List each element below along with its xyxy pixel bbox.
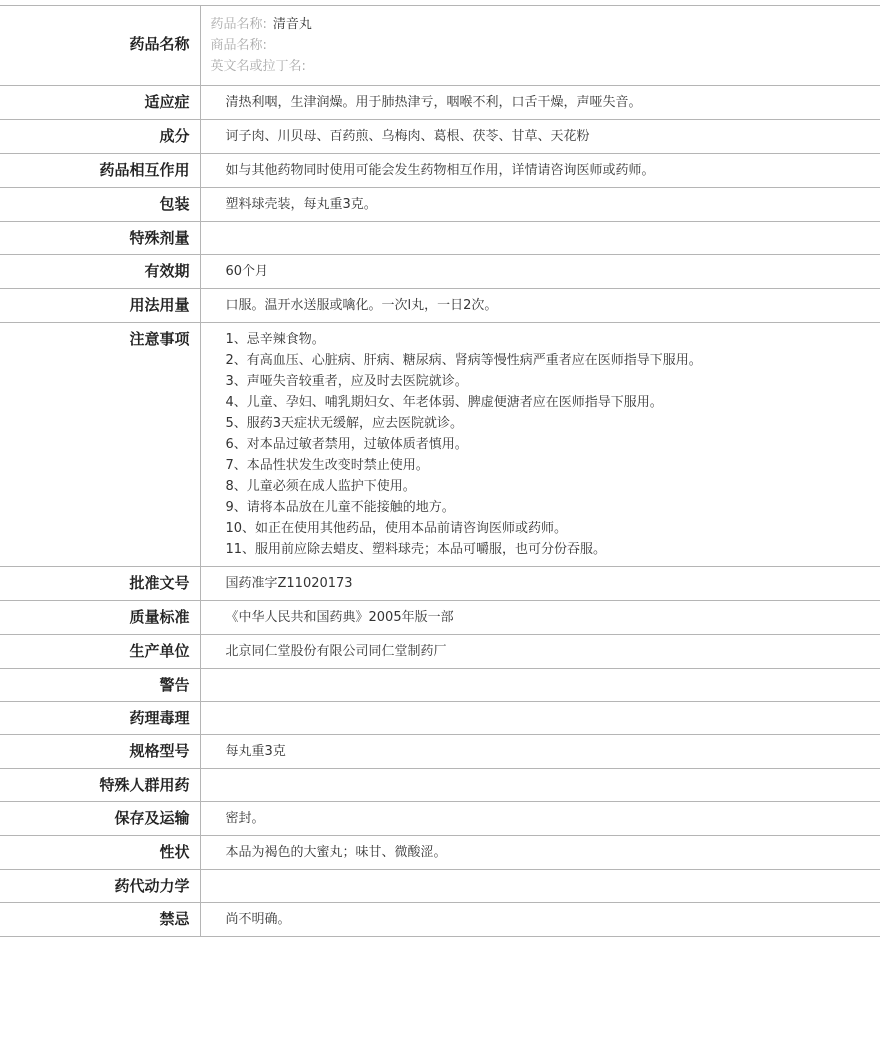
row-value: 北京同仁堂股份有限公司同仁堂制药厂 (200, 635, 880, 669)
precaution-item: 9、请将本品放在儿童不能接触的地方。 (225, 500, 455, 515)
row-dosage (0, 289, 880, 323)
precaution-item: 11、服用前应除去蜡皮、塑料球壳；本品可嚼服，也可分份吞服。 (225, 542, 607, 557)
row-approval-number (0, 567, 880, 601)
row-value: 诃子肉、川贝母、百药煎、乌梅肉、葛根、茯苓、甘草、天花粉 (200, 120, 880, 154)
row-label: 成分 (0, 120, 200, 154)
row-label: 包装 (0, 188, 200, 222)
row-label: 药品名称 (0, 6, 200, 86)
row-label: 药品相互作用 (0, 154, 200, 188)
row-value (200, 222, 880, 255)
row-value: 如与其他药物同时使用可能会发生药物相互作用，详情请咨询医师或药师。 (200, 154, 880, 188)
row-quality-standard (0, 601, 880, 635)
row-label: 性状 (0, 836, 200, 870)
row-label: 适应症 (0, 86, 200, 120)
precaution-item: 8、儿童必须在成人监护下使用。 (225, 479, 416, 494)
row-label: 特殊人群用药 (0, 769, 200, 802)
row-value: 尚不明确。 (200, 903, 880, 937)
row-value (200, 702, 880, 735)
precaution-item: 3、声哑失音较重者，应及时去医院就诊。 (225, 374, 468, 389)
row-ingredients (0, 120, 880, 154)
trade-name-label: 商品名称: (210, 38, 267, 53)
row-manufacturer (0, 635, 880, 669)
row-pharmacology (0, 702, 880, 735)
row-storage (0, 802, 880, 836)
row-special-dosage (0, 222, 880, 255)
row-label: 药理毒理 (0, 702, 200, 735)
row-description (0, 836, 880, 870)
row-label: 警告 (0, 669, 200, 702)
precaution-item: 10、如正在使用其他药品，使用本品前请咨询医师或药师。 (225, 521, 568, 536)
precaution-item: 6、对本品过敏者禁用，过敏体质者慎用。 (225, 437, 468, 452)
precaution-item: 4、儿童、孕妇、哺乳期妇女、年老体弱、脾虚便溏者应在医师指导下服用。 (225, 395, 663, 410)
row-label: 药代动力学 (0, 870, 200, 903)
row-value: 国药准字Z11020173 (200, 567, 880, 601)
row-label: 注意事项 (0, 323, 200, 567)
row-label: 质量标准 (0, 601, 200, 635)
drug-spec-table (0, 5, 880, 937)
row-label: 生产单位 (0, 635, 200, 669)
row-value: 密封。 (200, 802, 880, 836)
precaution-item: 7、本品性状发生改变时禁止使用。 (225, 458, 429, 473)
trade-name-line (211, 35, 871, 56)
row-value: 口服。温开水送服或噙化。一次l丸，一日2次。 (200, 289, 880, 323)
row-value: 塑料球壳装，每丸重3克。 (200, 188, 880, 222)
row-drug-name (0, 6, 880, 86)
row-precautions (0, 323, 880, 567)
row-label: 保存及运输 (0, 802, 200, 836)
row-value (200, 669, 880, 702)
precaution-item: 2、有高血压、心脏病、肝病、糖尿病、肾病等慢性病严重者应在医师指导下服用。 (225, 353, 702, 368)
row-value: 本品为褐色的大蜜丸；味甘、微酸涩。 (200, 836, 880, 870)
row-packaging (0, 188, 880, 222)
drug-name-label: 药品名称: (210, 17, 267, 32)
row-label: 特殊剂量 (0, 222, 200, 255)
row-value (200, 870, 880, 903)
row-value: 《中华人民共和国药典》2005年版一部 (200, 601, 880, 635)
row-label: 用法用量 (0, 289, 200, 323)
drug-name-value: 清音丸 (272, 17, 312, 32)
precautions-list (200, 323, 880, 567)
row-pharmacokinetics (0, 870, 880, 903)
row-specification (0, 735, 880, 769)
row-label: 批准文号 (0, 567, 200, 601)
row-value: 60个月 (200, 255, 880, 289)
drug-name-line (211, 14, 871, 35)
english-name-line (211, 56, 871, 77)
english-name-label: 英文名或拉丁名: (210, 59, 306, 74)
row-contraindications (0, 903, 880, 937)
row-label: 规格型号 (0, 735, 200, 769)
precaution-item: 5、服药3天症状无缓解，应去医院就诊。 (225, 416, 464, 431)
row-indications (0, 86, 880, 120)
row-interactions (0, 154, 880, 188)
row-special-populations (0, 769, 880, 802)
row-label: 禁忌 (0, 903, 200, 937)
row-value: 每丸重3克 (200, 735, 880, 769)
row-warning (0, 669, 880, 702)
row-value: 清热利咽，生津润燥。用于肺热津亏，咽喉不利，口舌干燥，声哑失音。 (200, 86, 880, 120)
row-value (200, 769, 880, 802)
drug-name-cell (200, 6, 880, 86)
precaution-item: 1、忌辛辣食物。 (225, 332, 325, 347)
row-shelf-life (0, 255, 880, 289)
row-label: 有效期 (0, 255, 200, 289)
